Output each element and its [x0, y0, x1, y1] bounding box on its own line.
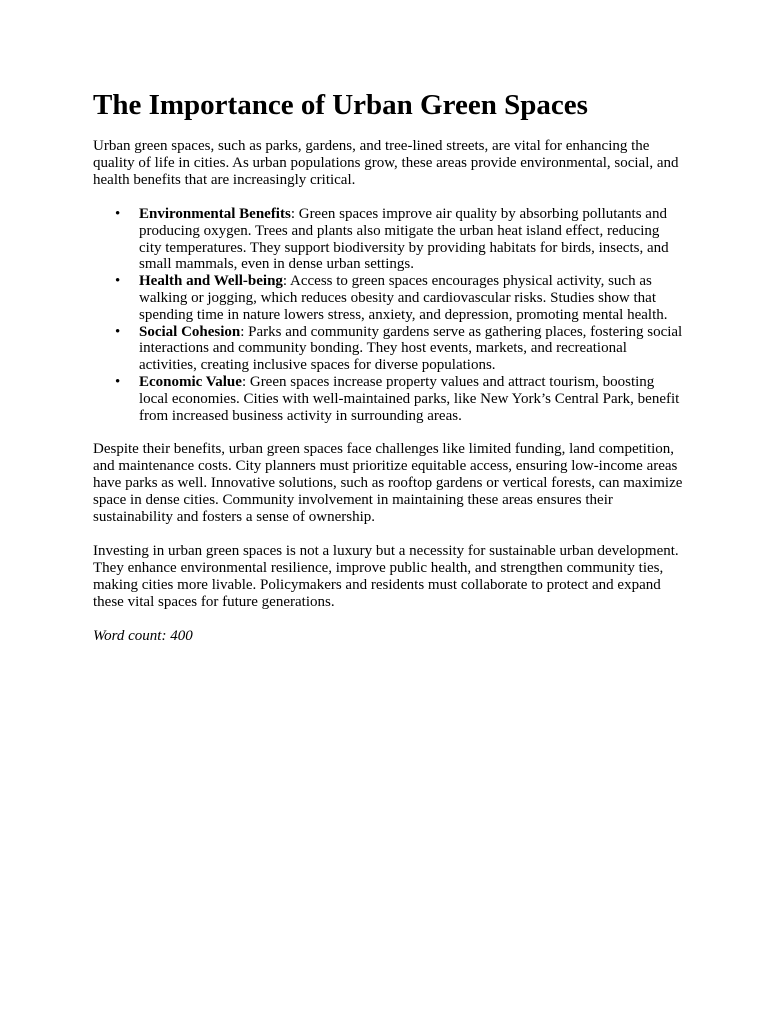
page-title: The Importance of Urban Green Spaces — [93, 89, 588, 121]
document-page — [93, 86, 683, 645]
bullet-icon: • — [115, 273, 121, 290]
bullet-icon: • — [115, 206, 121, 222]
list-item-text: : Green spaces increase property values and attract tourism, boosting local economies. Cities with well-maintained parks, like New York’s Central Park, benefit from increased business activity in surrounding areas. — [139, 373, 680, 424]
list-item-environmental — [115, 206, 683, 273]
word-count: Word count: 400 — [93, 628, 193, 645]
challenges-paragraph: Despite their benefits, urban green spaces face challenges like limited funding, land competition, and maintenance costs. City planners must prioritize equitable access, ensuring low-income areas have parks as well. Innovative solutions, such as rooftop gardens or vertical forests, can maximize space in dense cities. Community involvement in maintaining these areas ensures their sustainability and fosters a sense of ownership. — [93, 441, 683, 526]
benefits-list — [93, 206, 683, 424]
list-item-social — [115, 323, 683, 374]
list-item-health — [115, 273, 683, 323]
list-item-term: Social Cohesion — [139, 323, 241, 340]
list-item-term: Health and Well-being — [139, 273, 283, 290]
intro-paragraph: Urban green spaces, such as parks, gardens, and tree-lined streets, are vital for enhancing the quality of life in cities. As urban populations grow, these areas provide environmental, social, and health benefits that are increasingly critical. — [93, 138, 679, 188]
list-item-text: : Parks and community gardens serve as gathering places, fostering social interactions and community bonding. They host events, markets, and recreational activities, creating inclusive spaces for diverse populations. — [139, 323, 683, 374]
bullet-icon: • — [115, 373, 121, 390]
conclusion-paragraph: Investing in urban green spaces is not a luxury but a necessity for sustainable urban development. They enhance environmental resilience, improve public health, and strengthen community ties, making cities more livable. Policymakers and residents must collaborate to protect and expand these vital spaces for future generations. — [93, 543, 679, 611]
bullet-icon: • — [115, 323, 121, 340]
list-item-economic — [115, 373, 683, 424]
list-item-term: Environmental Benefits — [139, 206, 291, 222]
list-item-term: Economic Value — [139, 373, 242, 390]
list-item-text: : Access to green spaces encourages physical activity, such as walking or jogging, which reduces obesity and cardiovascular risks. Studies show that spending time in nature lowers stress, anxiety, and depression, promoting mental health. — [139, 273, 668, 323]
list-item-text: : Green spaces improve air quality by absorbing pollutants and producing oxygen. Trees and plants also mitigate the urban heat island effect, reducing city temperatures. They support biodiversity by providing habitats for birds, insects, and small mammals, even in dense urban settings. — [139, 206, 669, 273]
